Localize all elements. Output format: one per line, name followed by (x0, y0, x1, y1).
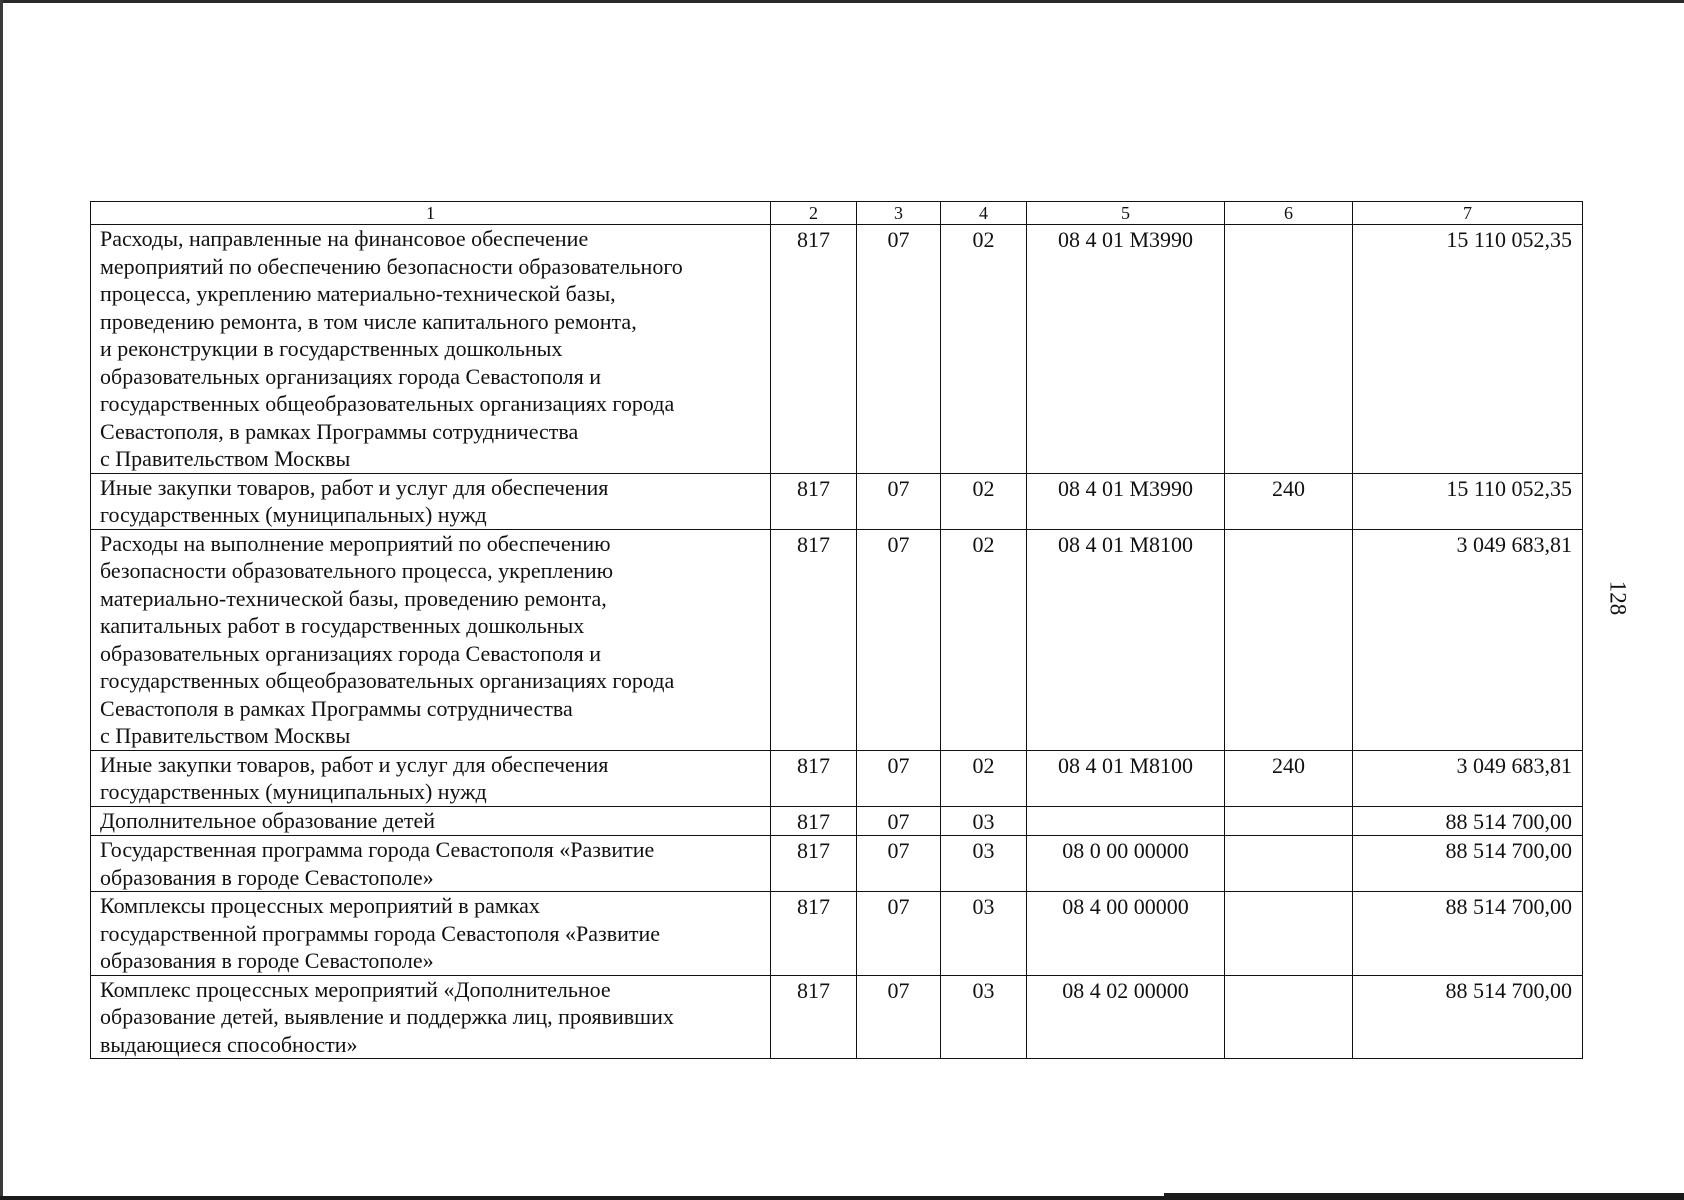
cell-rz: 07 (857, 473, 941, 529)
cell-name-line: проведению ремонта, в том числе капитального ремонта, (100, 308, 637, 334)
scan-border-bottom (0, 1196, 1684, 1200)
scan-border-top (0, 0, 1684, 3)
cell-vr (1225, 806, 1353, 836)
cell-sum: 88 514 700,00 (1353, 892, 1583, 976)
cell-rz: 07 (857, 529, 941, 750)
table-row (91, 750, 1583, 806)
table-row (91, 473, 1583, 529)
header-cell-1: 1 (91, 202, 771, 225)
header-cell-5: 5 (1027, 202, 1225, 225)
cell-grbs: 817 (771, 892, 857, 976)
cell-name-line: образования в городе Севастополе» (100, 948, 434, 973)
cell-rz: 07 (857, 836, 941, 892)
cell-sum: 3 049 683,81 (1353, 750, 1583, 806)
cell-grbs: 817 (771, 806, 857, 836)
cell-name (91, 892, 771, 976)
cell-grbs: 817 (771, 975, 857, 1059)
cell-csr: 08 4 02 00000 (1027, 975, 1225, 1059)
table-row (91, 892, 1583, 976)
cell-csr: 08 4 01 М3990 (1027, 225, 1225, 474)
cell-name-line: образовательных организациях города Севастополя и (100, 640, 602, 666)
cell-sum: 88 514 700,00 (1353, 836, 1583, 892)
cell-vr (1225, 975, 1353, 1059)
cell-name (91, 975, 771, 1059)
cell-csr: 08 4 01 М3990 (1027, 473, 1225, 529)
cell-name (91, 806, 771, 836)
cell-name-line: материально-технической базы, проведению ремонта, (100, 585, 607, 611)
cell-csr: 08 4 00 00000 (1027, 892, 1225, 976)
cell-name (91, 836, 771, 892)
cell-name-line: Севастополя в рамках Программы сотрудничества (100, 695, 573, 721)
header-cell-4: 4 (941, 202, 1027, 225)
scan-border-bottom-right (1164, 1193, 1684, 1196)
cell-name-line: безопасности образовательного процесса, укреплению (100, 558, 614, 583)
cell-name-line: образовательных организациях города Севастополя и (100, 363, 602, 389)
cell-name-line: Иные закупки товаров, работ и услуг для обеспечения (100, 751, 609, 777)
cell-name-line: с Правительством Москвы (100, 723, 351, 748)
cell-sum: 15 110 052,35 (1353, 473, 1583, 529)
cell-name-line: государственных общеобразовательных организациях города (100, 391, 675, 416)
cell-vr (1225, 225, 1353, 474)
cell-name-line: Расходы на выполнение мероприятий по обеспечению (100, 530, 611, 556)
budget-table (90, 201, 1583, 1059)
cell-csr: 08 4 01 М8100 (1027, 529, 1225, 750)
cell-name-line: мероприятий по обеспечению безопасности образовательного (100, 253, 683, 279)
header-cell-3: 3 (857, 202, 941, 225)
cell-vr: 240 (1225, 473, 1353, 529)
cell-vr (1225, 529, 1353, 750)
scan-border-left (0, 0, 3, 1200)
cell-name-line: государственных (муниципальных) нужд (100, 779, 487, 804)
cell-pr: 03 (941, 806, 1027, 836)
cell-pr: 03 (941, 836, 1027, 892)
cell-name-line: Комплексы процессных мероприятий в рамках (100, 893, 540, 918)
table-row (91, 975, 1583, 1059)
cell-name-line: Расходы, направленные на финансовое обеспечение (100, 226, 589, 251)
cell-rz: 07 (857, 806, 941, 836)
cell-name (91, 473, 771, 529)
cell-pr: 02 (941, 225, 1027, 474)
table-row (91, 225, 1583, 474)
cell-sum: 3 049 683,81 (1353, 529, 1583, 750)
cell-grbs: 817 (771, 750, 857, 806)
cell-vr: 240 (1225, 750, 1353, 806)
cell-name-line: капитальных работ в государственных дошкольных (100, 613, 585, 638)
table-row (91, 806, 1583, 836)
cell-pr: 02 (941, 529, 1027, 750)
cell-name (91, 225, 771, 474)
cell-rz: 07 (857, 750, 941, 806)
header-cell-6: 6 (1225, 202, 1353, 225)
cell-name-line: Иные закупки товаров, работ и услуг для обеспечения (100, 474, 609, 500)
header-cell-7: 7 (1353, 202, 1583, 225)
cell-name-line: образование детей, выявление и поддержка лиц, проявивших (100, 1004, 674, 1029)
cell-name-line: и реконструкции в государственных дошкольных (100, 336, 563, 361)
cell-name-line: Севастополя, в рамках Программы сотрудничества (100, 418, 579, 444)
cell-rz: 07 (857, 225, 941, 474)
cell-sum: 88 514 700,00 (1353, 806, 1583, 836)
cell-name-line: Дополнительное образование детей (100, 807, 436, 833)
cell-pr: 02 (941, 473, 1027, 529)
cell-csr: 08 4 01 М8100 (1027, 750, 1225, 806)
cell-grbs: 817 (771, 836, 857, 892)
cell-grbs: 817 (771, 529, 857, 750)
cell-pr: 03 (941, 892, 1027, 976)
cell-name-line: Комплекс процессных мероприятий «Дополнительное (100, 976, 611, 1002)
cell-name-line: с Правительством Москвы (100, 446, 351, 471)
cell-rz: 07 (857, 892, 941, 976)
cell-name-line: образования в городе Севастополе» (100, 864, 434, 890)
cell-vr (1225, 836, 1353, 892)
cell-name-line: выдающиеся способности» (100, 1031, 358, 1057)
cell-name (91, 750, 771, 806)
table-body (91, 202, 1583, 1059)
cell-vr (1225, 892, 1353, 976)
cell-pr: 02 (941, 750, 1027, 806)
cell-sum: 15 110 052,35 (1353, 225, 1583, 474)
cell-grbs: 817 (771, 225, 857, 474)
header-row (91, 202, 1583, 225)
cell-name-line: государственной программы города Севастополя «Развитие (100, 920, 661, 946)
table-row (91, 529, 1583, 750)
cell-name (91, 529, 771, 750)
page-number: 128 (1605, 580, 1631, 616)
cell-csr (1027, 806, 1225, 836)
cell-name-line: государственных (муниципальных) нужд (100, 502, 487, 527)
cell-csr: 08 0 00 00000 (1027, 836, 1225, 892)
cell-name-line: государственных общеобразовательных организациях города (100, 668, 675, 693)
cell-name-line: Государственная программа города Севастополя «Развитие (100, 837, 655, 862)
cell-grbs: 817 (771, 473, 857, 529)
cell-name-line: процесса, укреплению материально-технической базы, (100, 281, 616, 306)
table-row (91, 836, 1583, 892)
cell-rz: 07 (857, 975, 941, 1059)
cell-sum: 88 514 700,00 (1353, 975, 1583, 1059)
header-cell-2: 2 (771, 202, 857, 225)
cell-pr: 03 (941, 975, 1027, 1059)
